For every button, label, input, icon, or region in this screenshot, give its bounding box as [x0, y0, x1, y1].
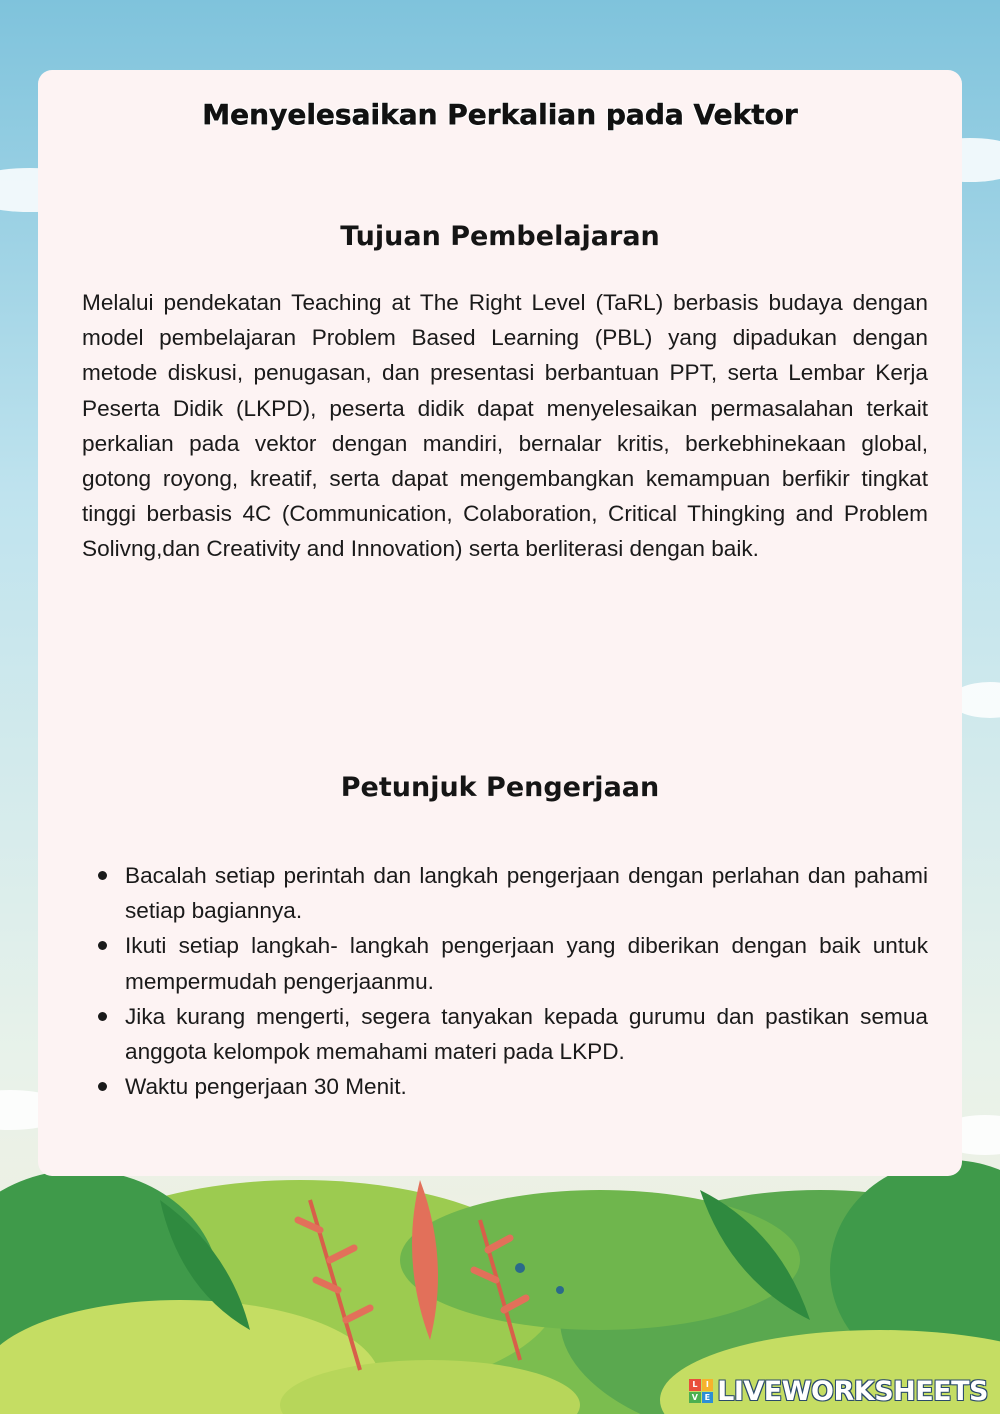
liveworksheets-logo-icon: [689, 1379, 713, 1403]
list-item: [82, 858, 928, 928]
bullet-icon: [98, 1082, 107, 1091]
list-item-text: Bacalah setiap perintah dan langkah pengerjaan dengan perlahan dan pahami setiap bagiannya.: [125, 863, 928, 924]
logo-letter: V: [689, 1392, 701, 1404]
instructions-heading: Petunjuk Pengerjaan: [340, 772, 660, 803]
page-title: Menyelesaikan Perkalian pada Vektor: [202, 98, 798, 131]
bullet-icon: [98, 1012, 107, 1021]
watermark-text: LIVEWORKSHEETS: [717, 1375, 988, 1407]
list-item-text: Waktu pengerjaan 30 Menit.: [125, 1074, 407, 1100]
list-item-text: Ikuti setiap langkah- langkah pengerjaan yang diberikan dengan baik untuk mempermudah pengerjaanmu.: [125, 933, 928, 994]
logo-letter: L: [689, 1379, 701, 1391]
list-item: [82, 999, 928, 1069]
liveworksheets-watermark: [689, 1376, 988, 1406]
learning-objectives-paragraph: Melalui pendekatan Teaching at The Right Level (TaRL) berbasis budaya dengan model pembelajaran Problem Based Learning (PBL) yang dipadukan dengan metode diskusi, penugasan, dan presentasi berbantuan PPT, serta Lembar Kerja Peserta Didik (LKPD), peserta didik dapat menyelesaikan permasalahan terkait perkalian pada vektor dengan mandiri, bernalar kritis, berkebhinekaan global, gotong royong, kreatif, serta dapat mengembangkan kemampuan berfikir tingkat tinggi berbasis 4C (Communication, Colaboration, Critical Thingking and Problem Solivng,dan Creativity and Innovation) serta berliterasi dengan baik.: [82, 290, 928, 562]
bullet-icon: [98, 871, 107, 880]
list-item: [82, 1069, 928, 1104]
learning-objectives-heading: Tujuan Pembelajaran: [340, 221, 660, 252]
logo-letter: E: [702, 1392, 714, 1404]
logo-letter: I: [702, 1379, 714, 1391]
list-item-text: Jika kurang mengerti, segera tanyakan kepada gurumu dan pastikan semua anggota kelompok memahami materi pada LKPD.: [125, 1003, 928, 1065]
instructions-list: [82, 858, 928, 1104]
content-card: [38, 70, 962, 1176]
list-item: [82, 928, 928, 998]
bullet-icon: [98, 941, 107, 950]
